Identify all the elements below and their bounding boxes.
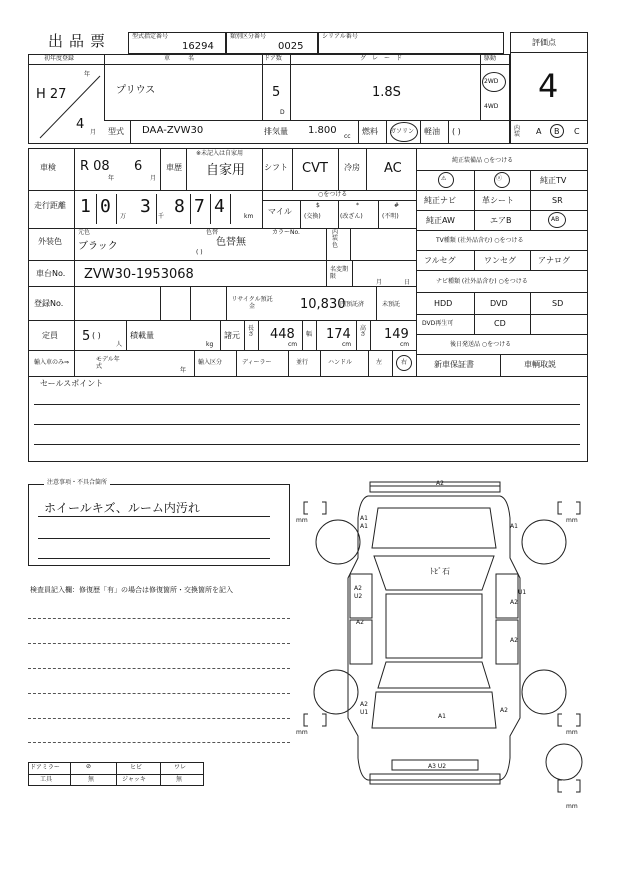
spare-tire [546, 744, 582, 780]
capacity-label: 定員 [42, 331, 58, 340]
height-value: 149 [384, 327, 409, 342]
mileage-star: * [356, 202, 359, 209]
length-cm: cm [288, 341, 298, 348]
aircon-value: AC [384, 161, 402, 176]
notes-text: ホイールキズ、ルーム内汚れ [44, 501, 200, 515]
mileage-digit-6: 4 [214, 196, 225, 217]
equip-sr: SR [552, 196, 563, 205]
capacity-value: 5 [82, 329, 91, 344]
history-label: 車歴 [166, 163, 182, 172]
car-name-value: プリウス [116, 85, 156, 96]
diag-a2-left: A2 [354, 585, 362, 592]
import-left: 左 [376, 359, 383, 366]
wheel-fr [522, 520, 566, 564]
drive-2wd: 2WD [484, 78, 499, 85]
capacity-person: 人 [116, 341, 123, 348]
length-value: 448 [270, 327, 295, 342]
fuel-value: ガソリン [390, 128, 415, 135]
serial-label: シリアル番号 [322, 33, 358, 40]
diag-a1-tl2: A1 [360, 523, 368, 530]
drive-label: 駆動 [484, 55, 497, 62]
mm-fl: mm [296, 517, 308, 524]
inspector-label: 検査員記入欄：修復歴「有」の場合は修復箇所・交換箇所を記入 [30, 586, 233, 594]
mm-fr: mm [566, 517, 578, 524]
wheel-fl [316, 520, 360, 564]
diag-a1-bottom: A1 [438, 713, 446, 720]
color-change-label: 色替 [206, 229, 219, 236]
type-number-value: 16294 [182, 41, 214, 52]
capacity-paren: ( ) [92, 331, 101, 340]
import-class-label: 輸入区分 [198, 359, 223, 366]
crack-label: ヒビ [130, 764, 143, 771]
mileage-dollar: $ [316, 202, 320, 209]
navi-sd: SD [552, 299, 564, 308]
equip-leather: 革シート [482, 196, 514, 205]
diag-a2-r2: A2 [510, 637, 518, 644]
trunk [372, 692, 496, 728]
import-parallel: 並行 [296, 359, 309, 366]
diesel-label: 軽油 [424, 127, 440, 136]
doors-label: ドア数 [264, 55, 282, 62]
diag-a1-tr: A1 [510, 523, 518, 530]
mm-rr: mm [566, 729, 578, 736]
name-change-day: 日 [404, 279, 411, 286]
mm-spare: mm [566, 803, 578, 810]
inspection-month: 6 [134, 159, 143, 174]
wheel-rl [314, 670, 358, 714]
equip-tv: 純正TV [540, 176, 567, 185]
month-unit: 月 [90, 129, 97, 136]
history-note: ※未記入は自家用 [196, 150, 244, 157]
notes-label: 注意事項・不具合箇所 [44, 480, 110, 486]
import-right: 右 [401, 359, 408, 366]
equipment-title: 純正装備品 ○をつける [452, 157, 514, 164]
car-name-label: 車名 [164, 55, 213, 62]
door-fr [496, 574, 518, 618]
import-label: 輸入車のみ⇒ [34, 359, 70, 366]
mirror-check-icon: ⊘ [86, 763, 92, 770]
later-title: 後日発送品 ○をつける [450, 341, 512, 348]
recycle-value: 10,830 [300, 297, 346, 312]
diag-a2-lb: A2 [360, 701, 368, 708]
equip-navi: 純正ナビ [424, 196, 456, 205]
grade-value: 1.8S [372, 85, 401, 100]
model-value: DAA-ZVW30 [142, 125, 204, 136]
tv-oneseg: ワンセグ [484, 256, 516, 265]
diag-a2-rb: A2 [500, 707, 508, 714]
wheel-rr [522, 670, 566, 714]
score-label: 評価点 [532, 38, 556, 47]
fuel-label: 燃料 [362, 127, 378, 136]
aircon-label: 冷房 [344, 163, 360, 172]
mileage-mile: マイル [268, 207, 292, 216]
category-value: 0025 [278, 41, 304, 52]
notes-box [28, 484, 290, 566]
mileage-label: 走行距離 [34, 201, 66, 210]
mileage-digit-4: 8 [174, 196, 185, 217]
exterior-color-label: 外装色 [38, 237, 62, 246]
navi-dvd-play: DVD再生可 [422, 320, 454, 327]
interior-a: A [536, 127, 542, 136]
jack-none: 無 [176, 776, 183, 783]
mileage-man: 万 [120, 213, 127, 220]
dims-label: 諸元 [224, 331, 240, 340]
airbag-icon: ⚠ [441, 175, 447, 182]
tv-analog: アナログ [538, 256, 570, 265]
diag-a3-u2: A3 U2 [428, 763, 447, 770]
displacement-label: 排気量 [264, 127, 288, 136]
name-change-label: 名変期限 [330, 266, 349, 281]
color-no-label: カラーNo. [272, 229, 300, 236]
doors-sub: D [280, 109, 285, 116]
tv-fullseg: フルセグ [424, 256, 456, 265]
interior-color-label: 内装色 [332, 229, 339, 249]
inspection-month-unit: 月 [150, 175, 157, 182]
tv-title: TV種類 (社外品含む) ○をつける [436, 237, 524, 244]
interior-b: B [554, 127, 560, 136]
mileage-hash-sub: (不明) [382, 213, 399, 220]
equip-aw: 純正AW [426, 216, 455, 225]
shift-value: CVT [302, 161, 328, 176]
load-label: 積載量 [130, 331, 154, 340]
drive-4wd: 4WD [484, 103, 499, 110]
width-cm: cm [342, 341, 352, 348]
name-change-month: 月 [376, 279, 383, 286]
model-label: 型式 [108, 127, 124, 136]
diag-a2-mid: A2 [356, 619, 364, 626]
form-title: 出品票 [48, 32, 112, 50]
registration-label: 登録No. [34, 299, 64, 308]
doors-value: 5 [272, 85, 281, 100]
tools-label: 工具 [40, 776, 53, 783]
navi-hdd: HDD [434, 299, 453, 308]
category-label: 類別区分番号 [230, 33, 267, 40]
diag-a2-right: A2 [510, 599, 518, 606]
year-unit: 年 [84, 71, 91, 78]
first-reg-year: H 27 [36, 87, 67, 102]
diag-windshield-chip: ﾄﾋﾞ石 [430, 567, 450, 576]
width-value: 174 [326, 327, 351, 342]
cc-unit: cc [344, 133, 351, 140]
abs-icon: ⓐ [496, 175, 503, 182]
recycle-unit: 円預託済 [340, 301, 365, 308]
diag-u2-left: U2 [354, 593, 363, 600]
tools-none: 無 [88, 776, 95, 783]
equip-airb: エアB [490, 216, 512, 225]
recycle-unpaid: 未預託 [382, 301, 401, 308]
door-rl [350, 620, 372, 664]
history-value: 自家用 [206, 163, 246, 178]
width-label: 幅 [306, 331, 313, 338]
import-handle: ハンドル [328, 359, 353, 366]
length-label: 長さ [248, 325, 255, 338]
diag-u1-lb: U1 [360, 709, 369, 716]
inspection-label: 車検 [40, 163, 56, 172]
import-year: 年 [180, 367, 187, 374]
rear-bumper-lower [370, 774, 500, 784]
navi-cd: CD [494, 319, 506, 328]
car-condition-diagram [300, 478, 600, 818]
diag-u1-right: U1 [518, 589, 527, 596]
original-color-value: ブラック [78, 241, 118, 252]
first-reg-month: 4 [76, 117, 85, 132]
mileage-dollar-sub: (交換) [304, 213, 321, 220]
sales-point-label: セールスポイント [40, 379, 104, 388]
mirror-label: ドアミラー [30, 764, 60, 771]
inspection-value: R 08 [80, 159, 110, 174]
mileage-hash: # [394, 202, 400, 209]
mileage-digit-1: 1 [80, 196, 91, 217]
crack2-label: ワレ [174, 764, 187, 771]
diag-a1-tl: A1 [360, 515, 368, 522]
mileage-digit-5: 7 [194, 196, 205, 217]
import-model-year: モデル年式 [96, 356, 120, 371]
height-label: 高さ [360, 325, 367, 338]
load-kg: kg [206, 341, 214, 348]
original-color-label: 元色 [78, 229, 91, 236]
inspection-year: 年 [108, 175, 115, 182]
import-dealer: ディーラー [242, 359, 272, 366]
color-change-value: 色替無 [216, 237, 246, 248]
mileage-sen: 千 [158, 213, 165, 220]
navi-title: ナビ種類 (社外品含む) ○をつける [436, 278, 528, 285]
roof [386, 594, 482, 658]
mileage-star-sub: (改ざん) [340, 213, 363, 220]
fuel-paren: ( ) [452, 127, 461, 136]
diag-a2-top: A2 [436, 480, 444, 487]
interior-label: 内装 [514, 125, 521, 138]
interior-c: C [574, 127, 580, 136]
navi-dvd: DVD [490, 299, 508, 308]
displacement-value: 1.800 [308, 125, 337, 136]
grade-label: グレード [360, 55, 409, 62]
mileage-digit-3: 3 [140, 196, 151, 217]
mileage-km: km [244, 213, 254, 220]
first-reg-label: 初年度登録 [44, 55, 75, 62]
rear-window [378, 662, 490, 688]
equip-ab: AB [551, 216, 560, 223]
type-number-label: 型式指定番号 [132, 33, 169, 40]
height-cm: cm [400, 341, 410, 348]
later-warranty: 新車保証書 [434, 360, 474, 369]
jack-label: ジャッキ [122, 776, 146, 783]
chassis-value: ZVW30-1953068 [84, 267, 194, 282]
mm-rl: mm [296, 729, 308, 736]
recycle-label: リサイクル預託金 [231, 296, 273, 311]
later-manual: 車輌取説 [524, 360, 556, 369]
mileage-circle-note: ○をつける [318, 191, 348, 198]
shift-label: シフト [264, 163, 288, 172]
chassis-label: 車台No. [36, 269, 66, 278]
color-change-paren: ( ) [196, 249, 203, 256]
mileage-digit-2: 0 [100, 196, 111, 217]
score-value: 4 [538, 67, 559, 105]
hood [372, 508, 496, 548]
front-bumper [370, 482, 500, 492]
